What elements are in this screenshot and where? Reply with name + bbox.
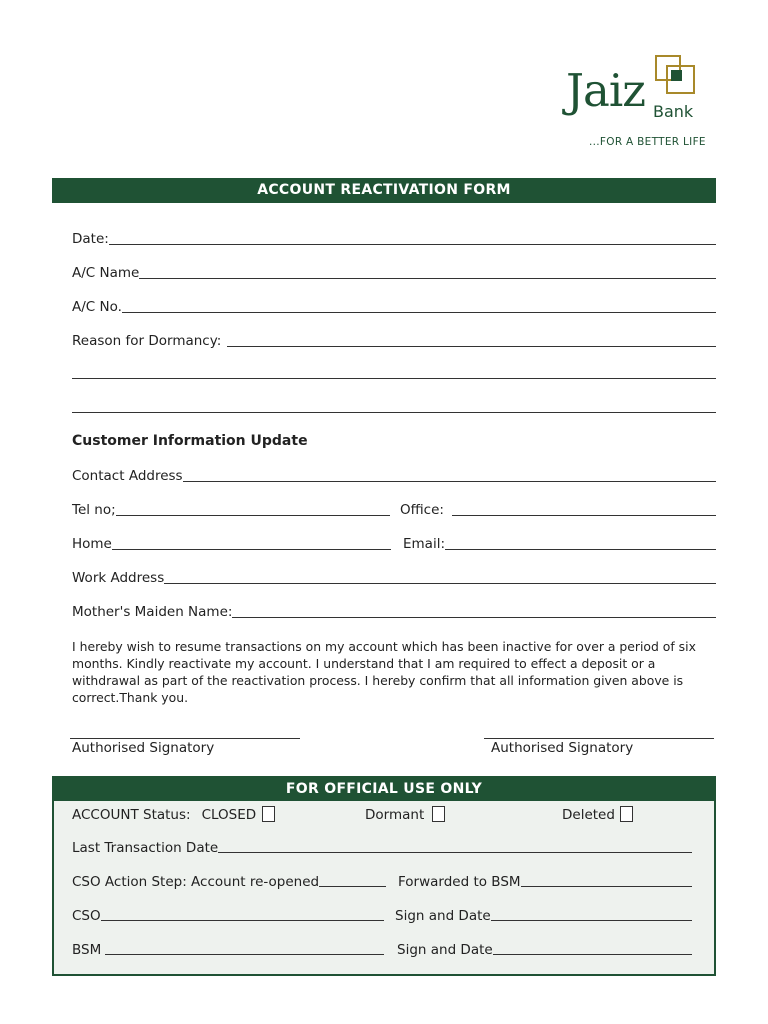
work-address-field[interactable]	[164, 583, 716, 584]
cso-action-field[interactable]	[319, 886, 386, 887]
home-field[interactable]	[112, 549, 391, 550]
home-row	[72, 533, 391, 553]
ac-name-row	[72, 262, 716, 282]
account-status-row	[72, 806, 275, 823]
cso-action-label: CSO Action Step: Account re-opened	[72, 874, 320, 890]
cso-action-row	[72, 874, 386, 890]
bsm-field[interactable]	[105, 954, 384, 955]
closed-label: CLOSED	[201, 807, 257, 823]
official-use-title: FOR OFFICIAL USE ONLY	[54, 778, 714, 801]
work-address-label: Work Address	[72, 570, 165, 586]
tel-field[interactable]	[116, 515, 390, 516]
work-address-row	[72, 567, 716, 587]
email-field[interactable]	[445, 549, 716, 550]
contact-address-row	[72, 465, 716, 485]
bsm-row	[72, 942, 384, 958]
sign-date-2-field[interactable]	[493, 954, 692, 955]
ac-name-field[interactable]	[139, 278, 716, 279]
reason-row	[72, 330, 716, 350]
sign-date-1-row	[395, 908, 692, 924]
right-signatory-label: Authorised Signatory	[491, 740, 634, 756]
reason-field[interactable]	[227, 346, 716, 347]
logo-wordmark: Jaiz	[566, 64, 645, 117]
office-row	[400, 499, 716, 519]
ac-name-label: A/C Name	[72, 265, 140, 281]
home-label: Home	[72, 536, 112, 552]
ac-no-field[interactable]	[122, 312, 716, 313]
last-transaction-label: Last Transaction Date	[72, 840, 219, 856]
last-transaction-field[interactable]	[218, 852, 692, 853]
right-signature-line[interactable]	[484, 738, 714, 739]
left-signatory-label: Authorised Signatory	[72, 740, 215, 756]
dormant-label: Dormant	[365, 807, 425, 823]
maiden-name-row	[72, 601, 716, 621]
maiden-name-field[interactable]	[232, 617, 716, 618]
office-label: Office:	[400, 502, 444, 518]
last-transaction-row	[72, 840, 692, 856]
forwarded-bsm-field[interactable]	[521, 886, 692, 887]
dormant-option	[365, 806, 445, 823]
cso-label: CSO	[72, 908, 101, 924]
cso-field[interactable]	[101, 920, 384, 921]
dormant-checkbox[interactable]	[432, 806, 445, 822]
logo-bank-word: Bank	[653, 102, 694, 121]
ac-no-label: A/C No.	[72, 299, 122, 315]
email-label: Email:	[403, 536, 446, 552]
reason-field-line-3[interactable]	[72, 412, 716, 413]
account-status-label: ACCOUNT Status:	[72, 807, 191, 823]
email-row	[403, 533, 716, 553]
sign-date-1-field[interactable]	[491, 920, 692, 921]
reason-field-line-2[interactable]	[72, 378, 716, 379]
deleted-checkbox[interactable]	[620, 806, 633, 822]
jaiz-bank-logo	[563, 52, 713, 152]
date-row	[72, 228, 716, 248]
sign-date-2-label: Sign and Date	[397, 942, 493, 958]
left-signature-line[interactable]	[70, 738, 300, 739]
logo-square-fill-icon	[671, 70, 682, 81]
customer-info-heading: Customer Information Update	[72, 433, 308, 449]
deleted-option	[562, 806, 633, 823]
declaration-statement: I hereby wish to resume transactions on my account which has been inactive for over a period of six months. Kindly reactivate my account. I understand that I am required to effect a deposit or a withdrawal as part of the reactivation process. I hereby confirm that all information given above is correct.Thank you.	[72, 639, 696, 705]
tel-row	[72, 499, 390, 519]
reason-label: Reason for Dormancy:	[72, 333, 222, 349]
maiden-name-label: Mother's Maiden Name:	[72, 604, 233, 620]
contact-address-field[interactable]	[183, 481, 716, 482]
closed-checkbox[interactable]	[262, 806, 275, 822]
sign-date-2-row	[397, 942, 692, 958]
office-field[interactable]	[452, 515, 716, 516]
forwarded-bsm-label: Forwarded to BSM	[398, 874, 521, 890]
bsm-label: BSM	[72, 942, 102, 958]
ac-no-row	[72, 296, 716, 316]
date-field[interactable]	[109, 244, 716, 245]
tel-label: Tel no;	[72, 502, 116, 518]
forwarded-bsm-row	[398, 874, 692, 890]
form-title: ACCOUNT REACTIVATION FORM	[52, 178, 716, 203]
date-label: Date:	[72, 231, 109, 247]
deleted-label: Deleted	[562, 807, 615, 823]
logo-tagline: ...FOR A BETTER LIFE	[589, 136, 706, 148]
contact-address-label: Contact Address	[72, 468, 183, 484]
cso-row	[72, 908, 384, 924]
sign-date-1-label: Sign and Date	[395, 908, 491, 924]
official-use-box	[52, 776, 716, 976]
